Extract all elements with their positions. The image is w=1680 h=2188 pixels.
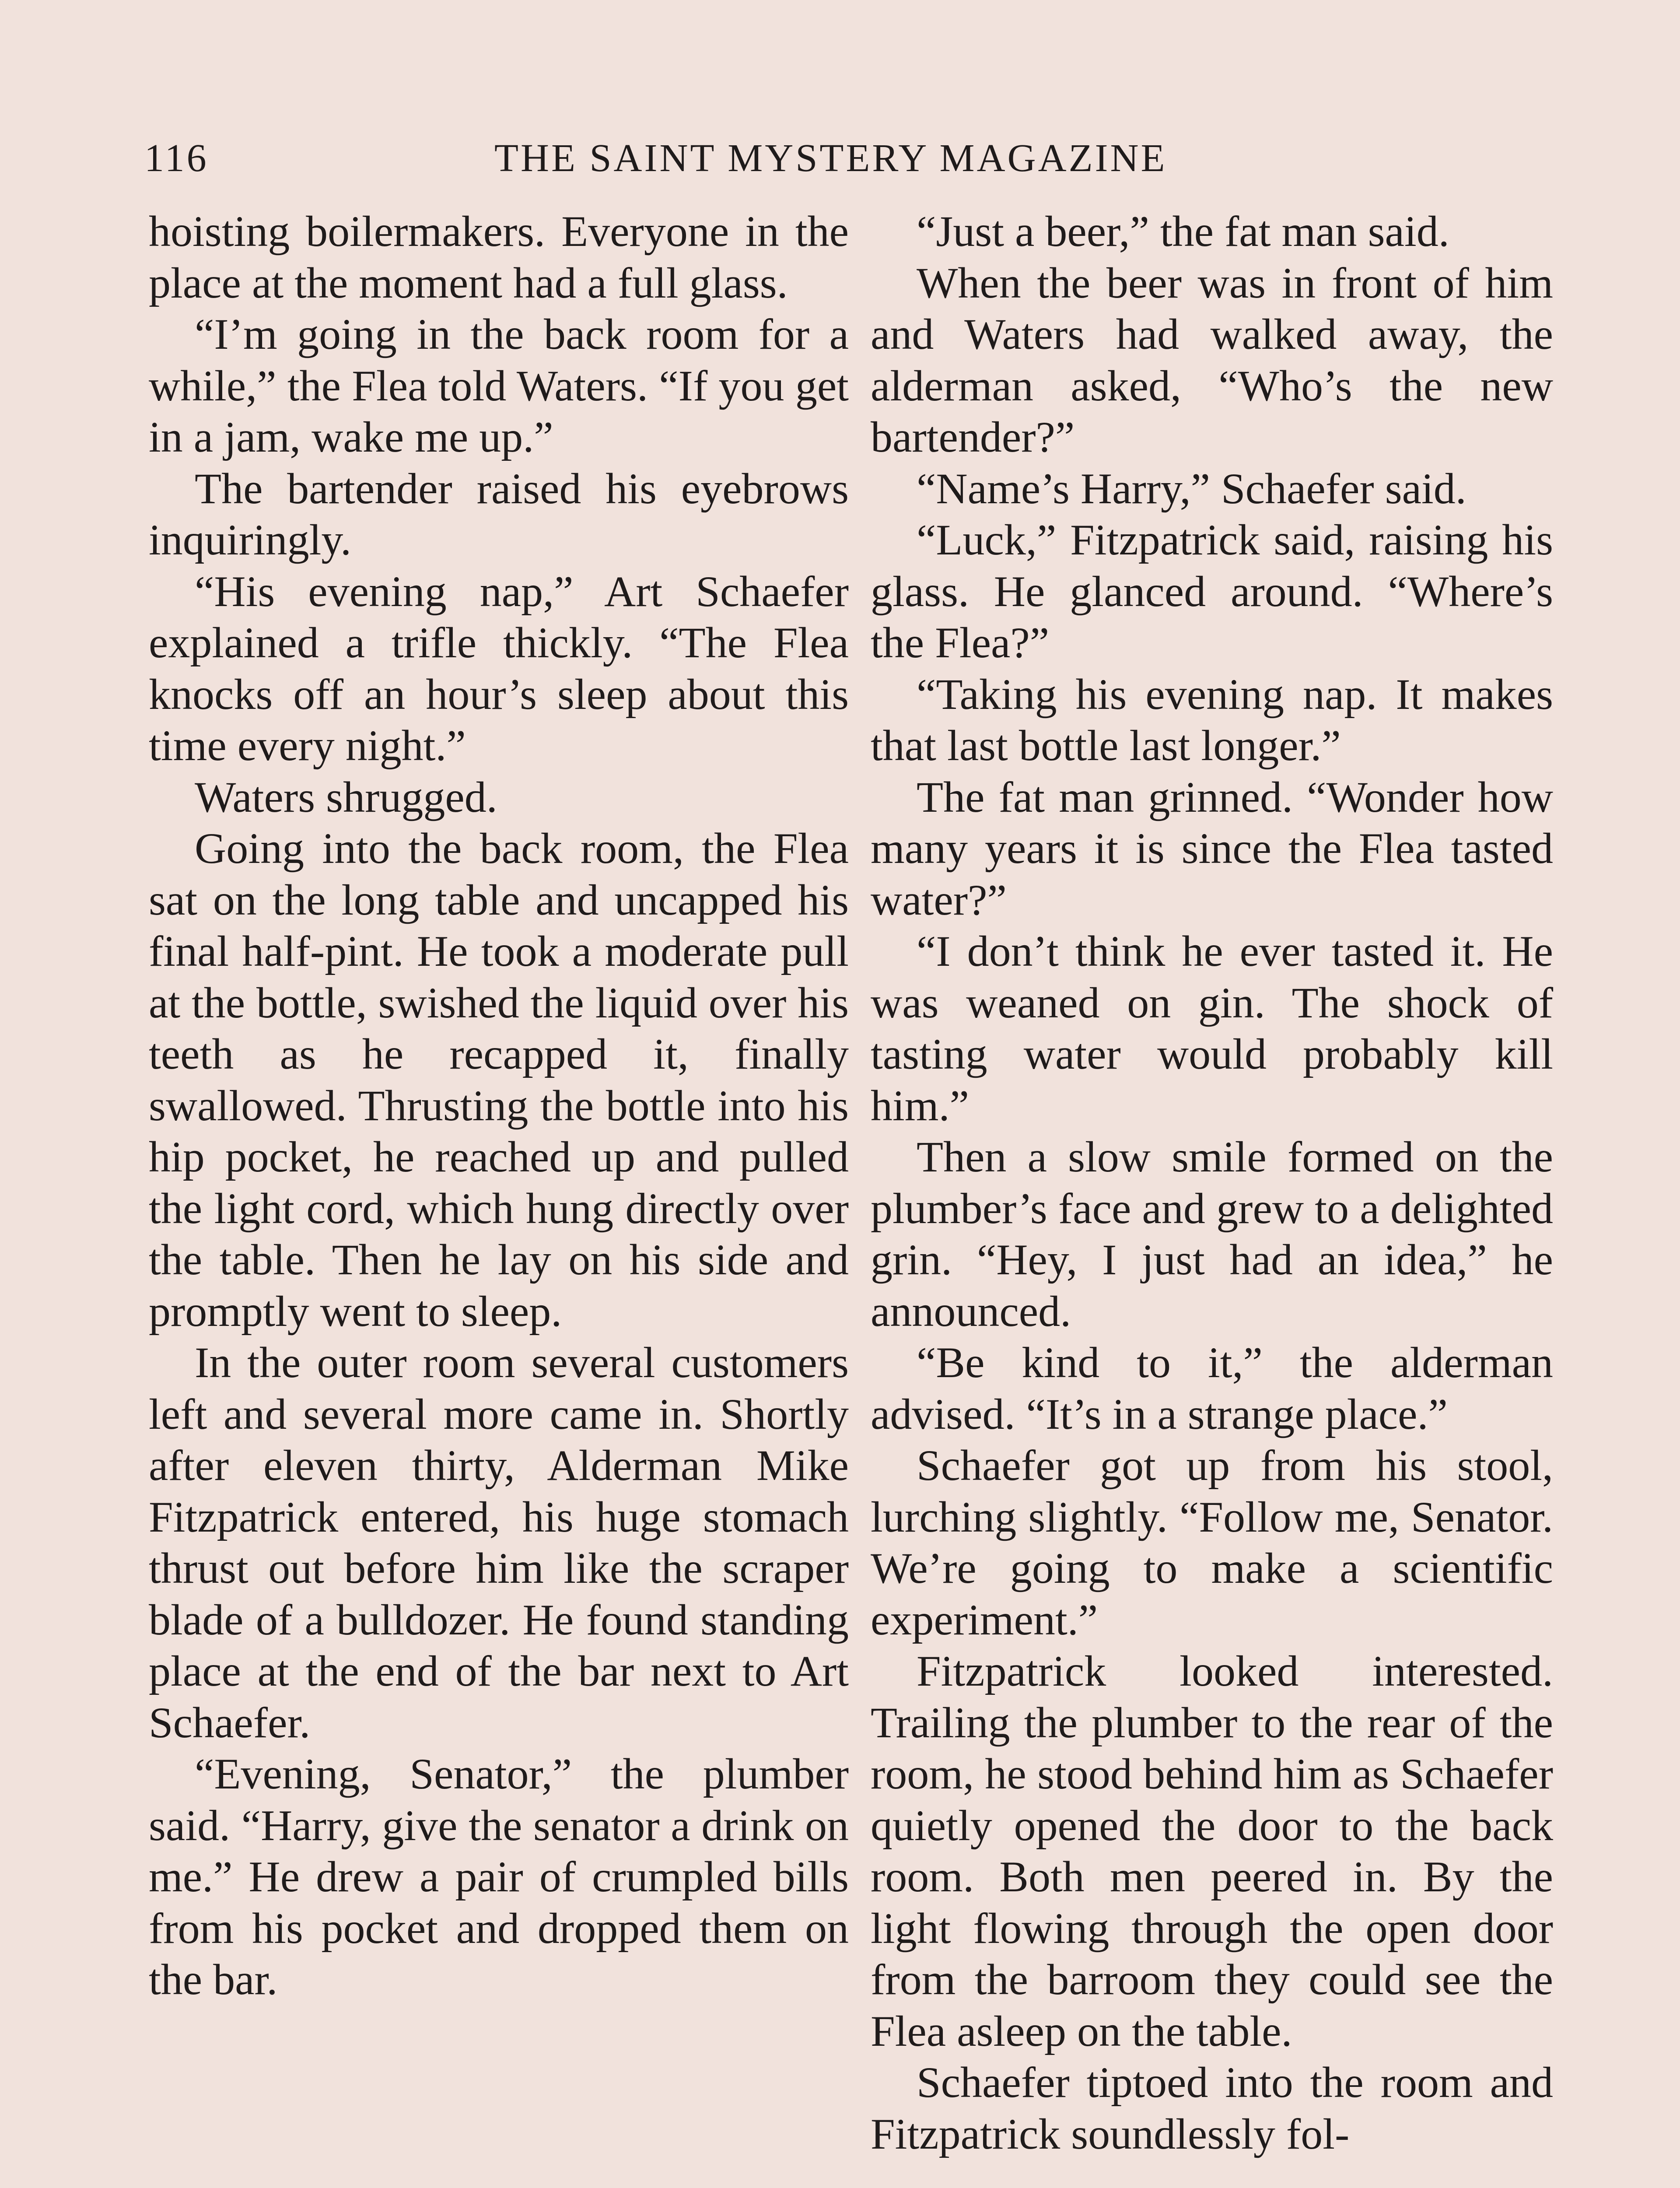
paragraph: “His evening nap,” Art Schaefer explained a trifle thickly. “The Flea knocks off an hour’s sleep about this time every night.” [149, 567, 849, 770]
paragraph: In the outer room several customers left and several more came in. Shortly after eleven thirty, Alderman Mike Fitzpatrick entered, his huge stomach thrust out before him like the scraper blade of a bulldozer. He found standing place at the end of the bar next to Art Schaefer. [149, 1338, 849, 1747]
paragraph: “Just a beer,” the fat man said. [917, 207, 1449, 256]
paragraph: The bartender raised his eyebrows inquiringly. [149, 464, 849, 564]
paragraph: Then a slow smile formed on the plumber’s face and grew to a delighted grin. “Hey, I just had an idea,” he announced. [871, 1133, 1553, 1336]
paragraph: Schaefer tiptoed into the room and Fitzpatrick soundlessly fol- [871, 2058, 1553, 2158]
running-header [144, 123, 1558, 193]
paragraph: Fitzpatrick looked interested. Trailing the plumber to the rear of the room, he stood behind him as Schaefer quietly opened the door to the back room. Both men peered in. By the light flowing through the open door from the barroom they could see the Flea asleep on the table. [871, 1647, 1553, 2055]
paragraph: “I don’t think he ever tasted it. He was weaned on gin. The shock of tasting water would probably kill him.” [871, 927, 1553, 1130]
paragraph: Schaefer got up from his stool, lurching slightly. “Follow me, Senator. We’re going to make a scientific experiment.” [871, 1441, 1553, 1644]
page-number: 116 [144, 137, 209, 180]
right-text-column [871, 206, 1553, 2160]
paragraph: hoisting boilermakers. Everyone in the place at the moment had a full glass. [149, 207, 849, 307]
paragraph: “Name’s Harry,” Schaefer said. [917, 464, 1466, 513]
left-text-column [149, 206, 849, 2006]
paragraph: Going into the back room, the Flea sat on the long table and uncapped his final half-pint. He took a moderate pull at the bottle, swished the liquid over his teeth as he recapped it, finally swallowed. Thrusting the bottle into his hip pocket, he reached up and pulled the light cord, which hung directly over the table. Then he lay on his side and promptly went to sleep. [149, 824, 849, 1336]
paragraph: “I’m going in the back room for a while,” the Flea told Waters. “If you get in a jam, wake me up.” [149, 310, 849, 461]
paragraph: “Taking his evening nap. It makes that last bottle last longer.” [871, 670, 1553, 770]
paragraph: “Luck,” Fitzpatrick said, raising his glass. He glanced around. “Where’s the Flea?” [871, 515, 1553, 667]
paragraph: The fat man grinned. “Wonder how many years it is since the Flea tasted water?” [871, 772, 1553, 924]
paragraph: “Evening, Senator,” the plumber said. “Harry, give the senator a drink on me.” He drew a pair of crumpled bills from his pocket and dropped them on the bar. [149, 1750, 849, 2004]
paragraph: When the beer was in front of him and Waters had walked away, the alderman asked, “Who’s the new bartender?” [871, 258, 1553, 461]
magazine-title: THE SAINT MYSTERY MAGAZINE [494, 137, 1167, 180]
paragraph: “Be kind to it,” the alderman advised. “It’s in a strange place.” [871, 1338, 1553, 1438]
paragraph: Waters shrugged. [195, 772, 497, 821]
